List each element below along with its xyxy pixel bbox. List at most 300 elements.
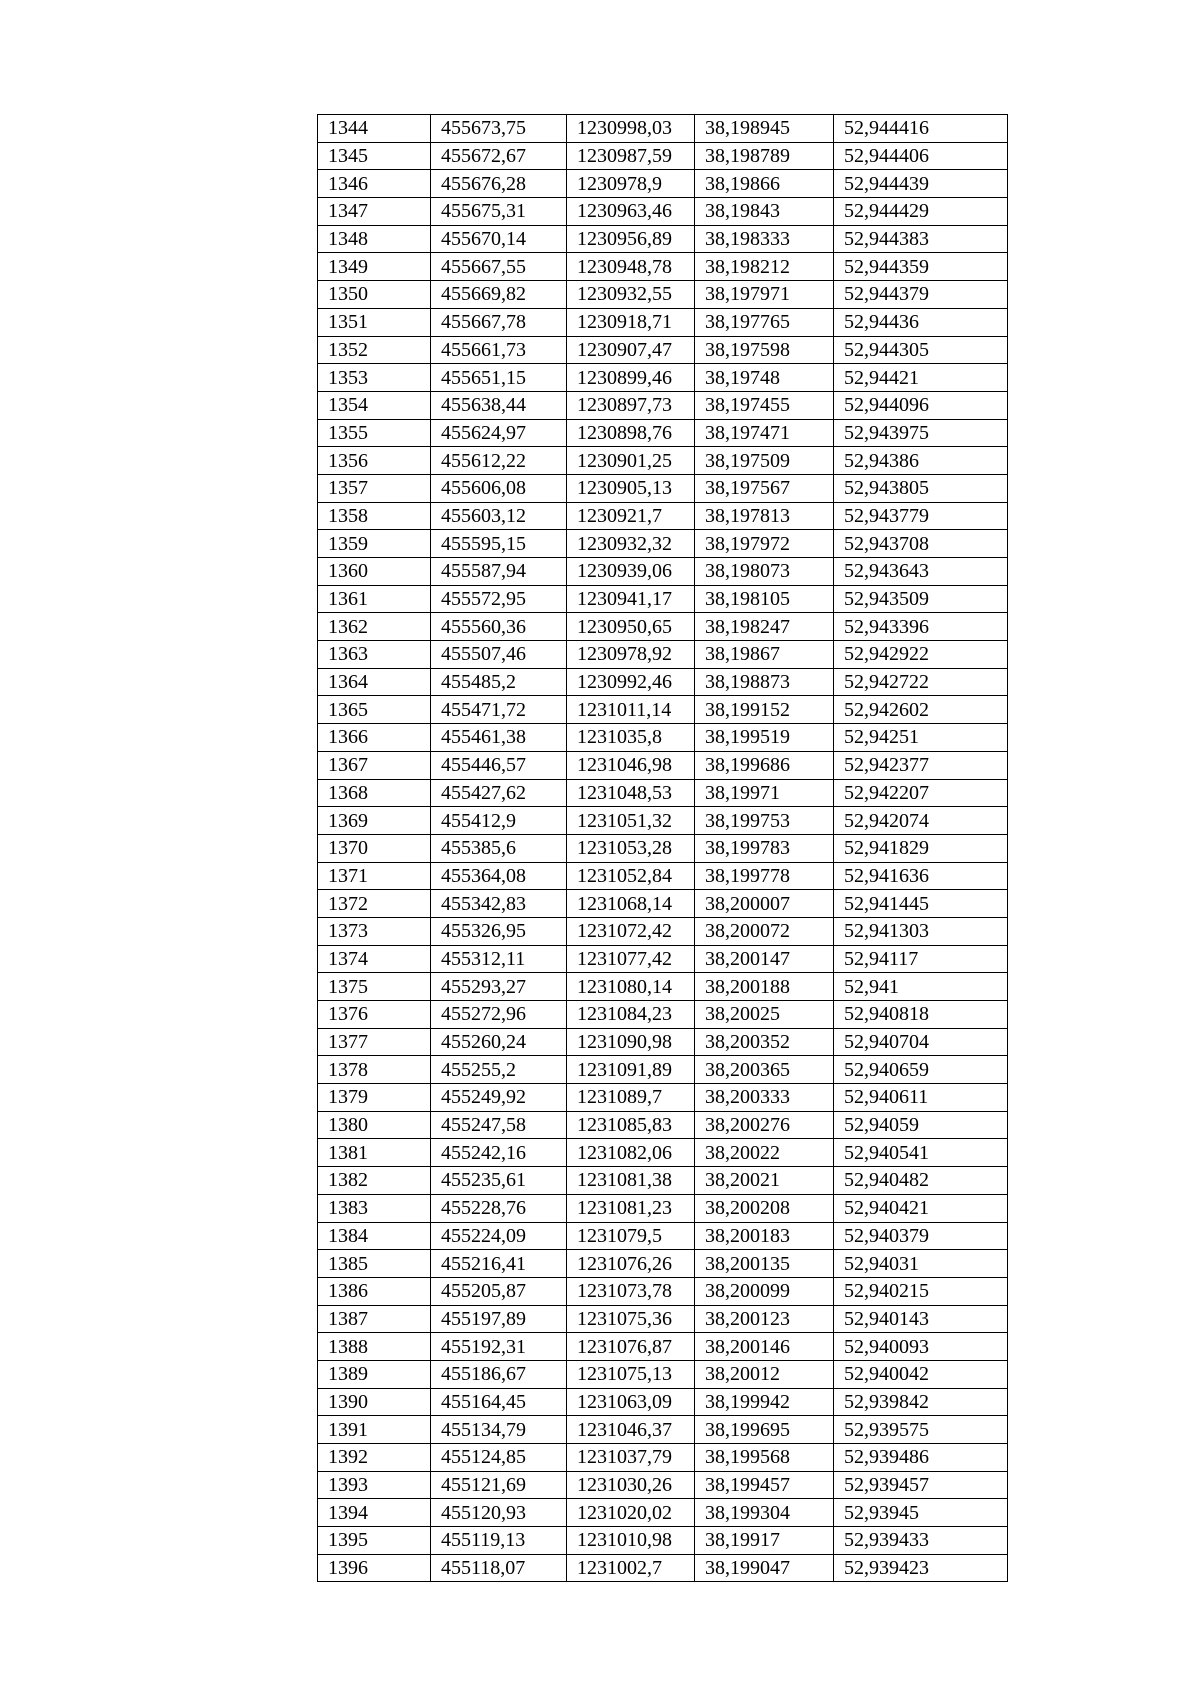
point-number-cell: 1394 [318, 1499, 431, 1527]
y-coordinate-cell: 1231002,7 [567, 1554, 695, 1582]
point-number-cell: 1376 [318, 1001, 431, 1029]
point-number-cell: 1371 [318, 862, 431, 890]
point-number-cell: 1346 [318, 170, 431, 198]
point-number-cell: 1365 [318, 696, 431, 724]
y-coordinate-cell: 1231063,09 [567, 1388, 695, 1416]
longitude-cell: 38,197598 [695, 336, 834, 364]
longitude-cell: 38,199942 [695, 1388, 834, 1416]
latitude-cell: 52,944429 [834, 198, 1008, 226]
x-coordinate-cell: 455461,38 [431, 724, 567, 752]
table-row [318, 391, 1008, 419]
point-number-cell: 1382 [318, 1167, 431, 1195]
latitude-cell: 52,940042 [834, 1360, 1008, 1388]
table-row [318, 198, 1008, 226]
y-coordinate-cell: 1231072,42 [567, 917, 695, 945]
point-number-cell: 1384 [318, 1222, 431, 1250]
y-coordinate-cell: 1231035,8 [567, 724, 695, 752]
point-number-cell: 1387 [318, 1305, 431, 1333]
point-number-cell: 1390 [318, 1388, 431, 1416]
y-coordinate-cell: 1230918,71 [567, 308, 695, 336]
x-coordinate-cell: 455661,73 [431, 336, 567, 364]
table-row [318, 502, 1008, 530]
latitude-cell: 52,94251 [834, 724, 1008, 752]
table-row [318, 668, 1008, 696]
latitude-cell: 52,942377 [834, 751, 1008, 779]
x-coordinate-cell: 455326,95 [431, 917, 567, 945]
longitude-cell: 38,197765 [695, 308, 834, 336]
x-coordinate-cell: 455427,62 [431, 779, 567, 807]
latitude-cell: 52,942922 [834, 641, 1008, 669]
longitude-cell: 38,200188 [695, 973, 834, 1001]
y-coordinate-cell: 1230950,65 [567, 613, 695, 641]
x-coordinate-cell: 455242,16 [431, 1139, 567, 1167]
latitude-cell: 52,944439 [834, 170, 1008, 198]
point-number-cell: 1388 [318, 1333, 431, 1361]
point-number-cell: 1347 [318, 198, 431, 226]
table-row [318, 253, 1008, 281]
point-number-cell: 1362 [318, 613, 431, 641]
x-coordinate-cell: 455507,46 [431, 641, 567, 669]
latitude-cell: 52,940659 [834, 1056, 1008, 1084]
longitude-cell: 38,19971 [695, 779, 834, 807]
longitude-cell: 38,198105 [695, 585, 834, 613]
x-coordinate-cell: 455471,72 [431, 696, 567, 724]
x-coordinate-cell: 455235,61 [431, 1167, 567, 1195]
y-coordinate-cell: 1231081,23 [567, 1194, 695, 1222]
point-number-cell: 1369 [318, 807, 431, 835]
table-row [318, 973, 1008, 1001]
table-row [318, 1388, 1008, 1416]
y-coordinate-cell: 1231068,14 [567, 890, 695, 918]
table-row [318, 474, 1008, 502]
coordinates-table-body [318, 115, 1008, 1582]
longitude-cell: 38,197471 [695, 419, 834, 447]
longitude-cell: 38,199457 [695, 1471, 834, 1499]
point-number-cell: 1358 [318, 502, 431, 530]
x-coordinate-cell: 455120,93 [431, 1499, 567, 1527]
point-number-cell: 1393 [318, 1471, 431, 1499]
table-row [318, 1194, 1008, 1222]
longitude-cell: 38,199047 [695, 1554, 834, 1582]
y-coordinate-cell: 1231046,98 [567, 751, 695, 779]
point-number-cell: 1360 [318, 558, 431, 586]
latitude-cell: 52,94386 [834, 447, 1008, 475]
point-number-cell: 1370 [318, 834, 431, 862]
latitude-cell: 52,93945 [834, 1499, 1008, 1527]
latitude-cell: 52,94059 [834, 1111, 1008, 1139]
longitude-cell: 38,20021 [695, 1167, 834, 1195]
table-row [318, 447, 1008, 475]
x-coordinate-cell: 455667,78 [431, 308, 567, 336]
table-row [318, 724, 1008, 752]
longitude-cell: 38,19748 [695, 364, 834, 392]
point-number-cell: 1363 [318, 641, 431, 669]
x-coordinate-cell: 455255,2 [431, 1056, 567, 1084]
table-row [318, 281, 1008, 309]
longitude-cell: 38,200276 [695, 1111, 834, 1139]
latitude-cell: 52,940215 [834, 1277, 1008, 1305]
latitude-cell: 52,944359 [834, 253, 1008, 281]
latitude-cell: 52,944305 [834, 336, 1008, 364]
y-coordinate-cell: 1231084,23 [567, 1001, 695, 1029]
y-coordinate-cell: 1231075,36 [567, 1305, 695, 1333]
y-coordinate-cell: 1231051,32 [567, 807, 695, 835]
point-number-cell: 1348 [318, 225, 431, 253]
x-coordinate-cell: 455118,07 [431, 1554, 567, 1582]
longitude-cell: 38,198333 [695, 225, 834, 253]
y-coordinate-cell: 1230956,89 [567, 225, 695, 253]
point-number-cell: 1389 [318, 1360, 431, 1388]
point-number-cell: 1395 [318, 1527, 431, 1555]
longitude-cell: 38,199519 [695, 724, 834, 752]
y-coordinate-cell: 1231073,78 [567, 1277, 695, 1305]
point-number-cell: 1350 [318, 281, 431, 309]
y-coordinate-cell: 1231076,26 [567, 1250, 695, 1278]
point-number-cell: 1355 [318, 419, 431, 447]
latitude-cell: 52,944096 [834, 391, 1008, 419]
longitude-cell: 38,197567 [695, 474, 834, 502]
table-row [318, 530, 1008, 558]
latitude-cell: 52,944416 [834, 115, 1008, 143]
table-row [318, 1499, 1008, 1527]
latitude-cell: 52,94436 [834, 308, 1008, 336]
y-coordinate-cell: 1231090,98 [567, 1028, 695, 1056]
longitude-cell: 38,200146 [695, 1333, 834, 1361]
table-row [318, 1222, 1008, 1250]
longitude-cell: 38,200123 [695, 1305, 834, 1333]
latitude-cell: 52,94031 [834, 1250, 1008, 1278]
longitude-cell: 38,20012 [695, 1360, 834, 1388]
x-coordinate-cell: 455121,69 [431, 1471, 567, 1499]
x-coordinate-cell: 455216,41 [431, 1250, 567, 1278]
x-coordinate-cell: 455228,76 [431, 1194, 567, 1222]
point-number-cell: 1377 [318, 1028, 431, 1056]
table-row [318, 779, 1008, 807]
latitude-cell: 52,942722 [834, 668, 1008, 696]
table-row [318, 1416, 1008, 1444]
y-coordinate-cell: 1231011,14 [567, 696, 695, 724]
coordinates-table [317, 114, 1008, 1582]
x-coordinate-cell: 455651,15 [431, 364, 567, 392]
latitude-cell: 52,940611 [834, 1084, 1008, 1112]
point-number-cell: 1374 [318, 945, 431, 973]
latitude-cell: 52,939575 [834, 1416, 1008, 1444]
x-coordinate-cell: 455342,83 [431, 890, 567, 918]
y-coordinate-cell: 1231085,83 [567, 1111, 695, 1139]
y-coordinate-cell: 1230978,92 [567, 641, 695, 669]
point-number-cell: 1353 [318, 364, 431, 392]
latitude-cell: 52,939423 [834, 1554, 1008, 1582]
latitude-cell: 52,942602 [834, 696, 1008, 724]
table-row [318, 834, 1008, 862]
longitude-cell: 38,199152 [695, 696, 834, 724]
longitude-cell: 38,197509 [695, 447, 834, 475]
table-row [318, 1028, 1008, 1056]
longitude-cell: 38,19843 [695, 198, 834, 226]
x-coordinate-cell: 455364,08 [431, 862, 567, 890]
table-row [318, 1305, 1008, 1333]
point-number-cell: 1383 [318, 1194, 431, 1222]
y-coordinate-cell: 1230901,25 [567, 447, 695, 475]
table-row [318, 1360, 1008, 1388]
latitude-cell: 52,939842 [834, 1388, 1008, 1416]
point-number-cell: 1359 [318, 530, 431, 558]
x-coordinate-cell: 455224,09 [431, 1222, 567, 1250]
point-number-cell: 1345 [318, 142, 431, 170]
point-number-cell: 1378 [318, 1056, 431, 1084]
latitude-cell: 52,943396 [834, 613, 1008, 641]
latitude-cell: 52,942207 [834, 779, 1008, 807]
x-coordinate-cell: 455638,44 [431, 391, 567, 419]
x-coordinate-cell: 455595,15 [431, 530, 567, 558]
table-row [318, 1167, 1008, 1195]
table-row [318, 419, 1008, 447]
table-row [318, 1001, 1008, 1029]
longitude-cell: 38,20025 [695, 1001, 834, 1029]
x-coordinate-cell: 455385,6 [431, 834, 567, 862]
x-coordinate-cell: 455485,2 [431, 668, 567, 696]
x-coordinate-cell: 455272,96 [431, 1001, 567, 1029]
latitude-cell: 52,943779 [834, 502, 1008, 530]
y-coordinate-cell: 1231091,89 [567, 1056, 695, 1084]
longitude-cell: 38,200365 [695, 1056, 834, 1084]
point-number-cell: 1344 [318, 115, 431, 143]
x-coordinate-cell: 455197,89 [431, 1305, 567, 1333]
point-number-cell: 1366 [318, 724, 431, 752]
y-coordinate-cell: 1230897,73 [567, 391, 695, 419]
latitude-cell: 52,943805 [834, 474, 1008, 502]
latitude-cell: 52,940818 [834, 1001, 1008, 1029]
x-coordinate-cell: 455572,95 [431, 585, 567, 613]
table-row [318, 1139, 1008, 1167]
x-coordinate-cell: 455560,36 [431, 613, 567, 641]
table-row [318, 1333, 1008, 1361]
longitude-cell: 38,19917 [695, 1527, 834, 1555]
longitude-cell: 38,199778 [695, 862, 834, 890]
longitude-cell: 38,200099 [695, 1277, 834, 1305]
latitude-cell: 52,939433 [834, 1527, 1008, 1555]
table-row [318, 917, 1008, 945]
y-coordinate-cell: 1231081,38 [567, 1167, 695, 1195]
longitude-cell: 38,200352 [695, 1028, 834, 1056]
table-row [318, 1444, 1008, 1472]
longitude-cell: 38,19866 [695, 170, 834, 198]
y-coordinate-cell: 1231082,06 [567, 1139, 695, 1167]
table-row [318, 1084, 1008, 1112]
longitude-cell: 38,200183 [695, 1222, 834, 1250]
latitude-cell: 52,944383 [834, 225, 1008, 253]
y-coordinate-cell: 1230992,46 [567, 668, 695, 696]
x-coordinate-cell: 455675,31 [431, 198, 567, 226]
y-coordinate-cell: 1230907,47 [567, 336, 695, 364]
y-coordinate-cell: 1231079,5 [567, 1222, 695, 1250]
latitude-cell: 52,942074 [834, 807, 1008, 835]
x-coordinate-cell: 455667,55 [431, 253, 567, 281]
point-number-cell: 1381 [318, 1139, 431, 1167]
point-number-cell: 1357 [318, 474, 431, 502]
longitude-cell: 38,199686 [695, 751, 834, 779]
x-coordinate-cell: 455603,12 [431, 502, 567, 530]
table-row [318, 336, 1008, 364]
x-coordinate-cell: 455446,57 [431, 751, 567, 779]
point-number-cell: 1385 [318, 1250, 431, 1278]
y-coordinate-cell: 1231076,87 [567, 1333, 695, 1361]
latitude-cell: 52,941 [834, 973, 1008, 1001]
x-coordinate-cell: 455205,87 [431, 1277, 567, 1305]
longitude-cell: 38,197455 [695, 391, 834, 419]
latitude-cell: 52,943708 [834, 530, 1008, 558]
y-coordinate-cell: 1231030,26 [567, 1471, 695, 1499]
table-row [318, 364, 1008, 392]
point-number-cell: 1368 [318, 779, 431, 807]
longitude-cell: 38,200208 [695, 1194, 834, 1222]
point-number-cell: 1352 [318, 336, 431, 364]
x-coordinate-cell: 455134,79 [431, 1416, 567, 1444]
longitude-cell: 38,20022 [695, 1139, 834, 1167]
table-row [318, 751, 1008, 779]
x-coordinate-cell: 455670,14 [431, 225, 567, 253]
point-number-cell: 1351 [318, 308, 431, 336]
longitude-cell: 38,198789 [695, 142, 834, 170]
latitude-cell: 52,943509 [834, 585, 1008, 613]
x-coordinate-cell: 455312,11 [431, 945, 567, 973]
table-row [318, 890, 1008, 918]
table-row [318, 1527, 1008, 1555]
latitude-cell: 52,940704 [834, 1028, 1008, 1056]
latitude-cell: 52,940482 [834, 1167, 1008, 1195]
latitude-cell: 52,939457 [834, 1471, 1008, 1499]
table-row [318, 558, 1008, 586]
longitude-cell: 38,199304 [695, 1499, 834, 1527]
point-number-cell: 1392 [318, 1444, 431, 1472]
y-coordinate-cell: 1230932,32 [567, 530, 695, 558]
table-row [318, 308, 1008, 336]
longitude-cell: 38,199753 [695, 807, 834, 835]
x-coordinate-cell: 455247,58 [431, 1111, 567, 1139]
point-number-cell: 1356 [318, 447, 431, 475]
point-number-cell: 1372 [318, 890, 431, 918]
table-row [318, 1111, 1008, 1139]
x-coordinate-cell: 455606,08 [431, 474, 567, 502]
latitude-cell: 52,941829 [834, 834, 1008, 862]
point-number-cell: 1373 [318, 917, 431, 945]
y-coordinate-cell: 1231080,14 [567, 973, 695, 1001]
table-row [318, 696, 1008, 724]
x-coordinate-cell: 455186,67 [431, 1360, 567, 1388]
longitude-cell: 38,198873 [695, 668, 834, 696]
y-coordinate-cell: 1230905,13 [567, 474, 695, 502]
table-row [318, 1471, 1008, 1499]
point-number-cell: 1364 [318, 668, 431, 696]
x-coordinate-cell: 455672,67 [431, 142, 567, 170]
longitude-cell: 38,198247 [695, 613, 834, 641]
x-coordinate-cell: 455164,45 [431, 1388, 567, 1416]
y-coordinate-cell: 1230978,9 [567, 170, 695, 198]
x-coordinate-cell: 455612,22 [431, 447, 567, 475]
x-coordinate-cell: 455669,82 [431, 281, 567, 309]
y-coordinate-cell: 1230939,06 [567, 558, 695, 586]
latitude-cell: 52,940379 [834, 1222, 1008, 1250]
longitude-cell: 38,199783 [695, 834, 834, 862]
point-number-cell: 1380 [318, 1111, 431, 1139]
x-coordinate-cell: 455249,92 [431, 1084, 567, 1112]
table-row [318, 1277, 1008, 1305]
latitude-cell: 52,94117 [834, 945, 1008, 973]
latitude-cell: 52,939486 [834, 1444, 1008, 1472]
latitude-cell: 52,940541 [834, 1139, 1008, 1167]
latitude-cell: 52,941445 [834, 890, 1008, 918]
table-row [318, 225, 1008, 253]
latitude-cell: 52,940143 [834, 1305, 1008, 1333]
latitude-cell: 52,940093 [834, 1333, 1008, 1361]
y-coordinate-cell: 1231052,84 [567, 862, 695, 890]
y-coordinate-cell: 1230987,59 [567, 142, 695, 170]
y-coordinate-cell: 1230998,03 [567, 115, 695, 143]
x-coordinate-cell: 455587,94 [431, 558, 567, 586]
latitude-cell: 52,943643 [834, 558, 1008, 586]
y-coordinate-cell: 1230963,46 [567, 198, 695, 226]
x-coordinate-cell: 455260,24 [431, 1028, 567, 1056]
longitude-cell: 38,200147 [695, 945, 834, 973]
point-number-cell: 1361 [318, 585, 431, 613]
latitude-cell: 52,944406 [834, 142, 1008, 170]
y-coordinate-cell: 1230899,46 [567, 364, 695, 392]
y-coordinate-cell: 1231053,28 [567, 834, 695, 862]
table-row [318, 945, 1008, 973]
y-coordinate-cell: 1231077,42 [567, 945, 695, 973]
x-coordinate-cell: 455192,31 [431, 1333, 567, 1361]
longitude-cell: 38,200333 [695, 1084, 834, 1112]
y-coordinate-cell: 1231037,79 [567, 1444, 695, 1472]
table-row [318, 862, 1008, 890]
y-coordinate-cell: 1230932,55 [567, 281, 695, 309]
x-coordinate-cell: 455124,85 [431, 1444, 567, 1472]
table-row [318, 807, 1008, 835]
y-coordinate-cell: 1230898,76 [567, 419, 695, 447]
y-coordinate-cell: 1231048,53 [567, 779, 695, 807]
point-number-cell: 1379 [318, 1084, 431, 1112]
y-coordinate-cell: 1231010,98 [567, 1527, 695, 1555]
x-coordinate-cell: 455119,13 [431, 1527, 567, 1555]
latitude-cell: 52,94421 [834, 364, 1008, 392]
y-coordinate-cell: 1231020,02 [567, 1499, 695, 1527]
table-row [318, 585, 1008, 613]
x-coordinate-cell: 455293,27 [431, 973, 567, 1001]
longitude-cell: 38,198945 [695, 115, 834, 143]
point-number-cell: 1375 [318, 973, 431, 1001]
y-coordinate-cell: 1230948,78 [567, 253, 695, 281]
table-row [318, 170, 1008, 198]
longitude-cell: 38,200072 [695, 917, 834, 945]
point-number-cell: 1354 [318, 391, 431, 419]
longitude-cell: 38,198212 [695, 253, 834, 281]
longitude-cell: 38,200135 [695, 1250, 834, 1278]
latitude-cell: 52,944379 [834, 281, 1008, 309]
latitude-cell: 52,941303 [834, 917, 1008, 945]
point-number-cell: 1391 [318, 1416, 431, 1444]
table-row [318, 115, 1008, 143]
latitude-cell: 52,941636 [834, 862, 1008, 890]
x-coordinate-cell: 455412,9 [431, 807, 567, 835]
y-coordinate-cell: 1230941,17 [567, 585, 695, 613]
longitude-cell: 38,199695 [695, 1416, 834, 1444]
table-row [318, 1250, 1008, 1278]
longitude-cell: 38,197813 [695, 502, 834, 530]
table-row [318, 641, 1008, 669]
longitude-cell: 38,19867 [695, 641, 834, 669]
y-coordinate-cell: 1231089,7 [567, 1084, 695, 1112]
x-coordinate-cell: 455673,75 [431, 115, 567, 143]
